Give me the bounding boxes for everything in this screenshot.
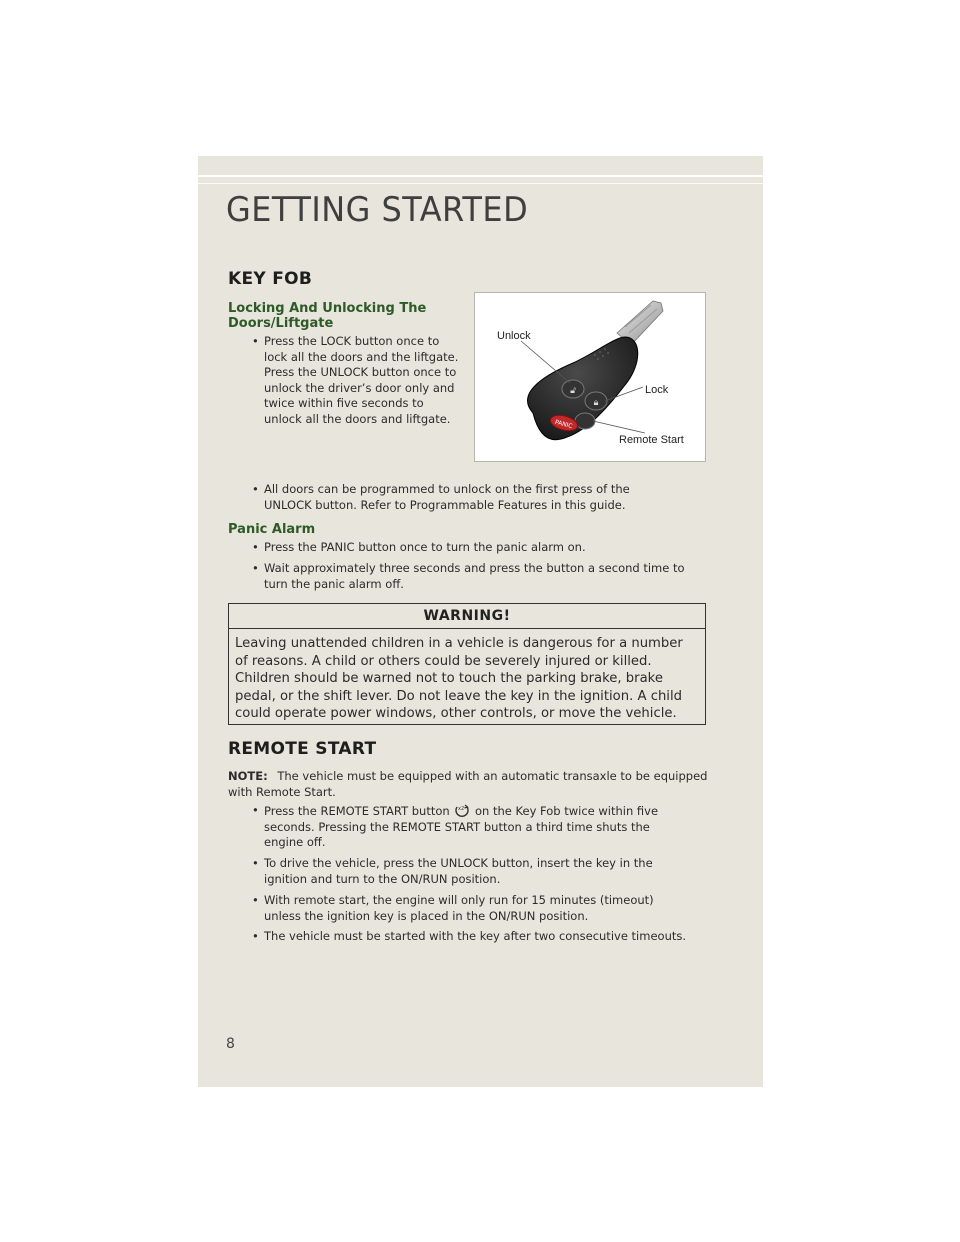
bullet-line: Press the LOCK button once to [264, 334, 440, 348]
note-label: NOTE: [228, 769, 268, 783]
header-rule-thin [198, 183, 763, 184]
label-unlock: Unlock [497, 330, 531, 342]
bullet-line: UNLOCK button. Refer to Programmable Features in this guide. [264, 497, 626, 512]
svg-text:x2: x2 [458, 806, 465, 812]
bullet-consecutive-timeouts: • The vehicle must be started with the key after two consecutive timeouts. [264, 929, 744, 945]
bullet-line: The vehicle must be started with the key after two consecutive timeouts. [264, 929, 687, 943]
unlock-symbol-icon: 🔓︎ [570, 386, 576, 396]
bullet-text-a: Press the REMOTE START button [264, 804, 450, 818]
warning-title: WARNING! [229, 604, 705, 629]
page-number: 8 [226, 1036, 235, 1052]
subheading-locking-line2: Doors/Liftgate [228, 316, 334, 331]
bullet-lock-unlock: • Press the LOCK button once to lock all the doors and the liftgate. Press the UNLOCK button once to unlock the driver’s door only and twice within five seconds to unlock all the doors and liftgate. [264, 334, 474, 427]
label-lock: Lock [645, 384, 669, 396]
subheading-panic-alarm: Panic Alarm [228, 522, 316, 537]
warning-box [228, 603, 706, 725]
bullet-line: unlock all the doors and liftgate. [264, 411, 451, 426]
bullet-drive-vehicle: • To drive the vehicle, press the UNLOCK button, insert the key in the ignition and turn to the ON/RUN position. [264, 856, 734, 887]
lock-symbol-icon: 🔒︎ [593, 398, 599, 408]
key-fob-illustration [475, 293, 707, 463]
leader-unlock [521, 341, 570, 383]
manual-page [198, 156, 763, 1087]
bullet-line: Press the UNLOCK button once to [264, 365, 457, 379]
leader-remote-start [593, 421, 645, 433]
bullet-line: lock all the doors and the liftgate. [264, 349, 459, 364]
bullet-line: turn the panic alarm off. [264, 576, 404, 591]
bullet-timeout: • With remote start, the engine will only run for 15 minutes (timeout) unless the ignition key is placed in the ON/RUN position. [264, 893, 734, 924]
bullet-line: ignition and turn to the ON/RUN position. [264, 871, 501, 886]
bullet-line: unlock the driver’s door only and [264, 380, 455, 395]
panic-label: PANIC [554, 418, 574, 431]
bullet-programmable-unlock: • All doors can be programmed to unlock on the first press of the UNLOCK button. Refer to Programmable Features in this guide. [264, 482, 724, 513]
bullet-line: unless the ignition key is placed in the ON/RUN position. [264, 908, 589, 923]
bullet-line: seconds. Pressing the REMOTE START button a third time shuts the [264, 819, 650, 834]
bullet-line: twice within five seconds to [264, 396, 424, 410]
warning-body: Leaving unattended children in a vehicle is dangerous for a number of reasons. A child or others could be severely injured or killed. Children should be warned not to touch the parking brake, brake pedal, or the shift lever. Do not leave the key in the ignition. A child could operate power windows, other controls, or move the vehicle. [235, 636, 683, 722]
note-text: The vehicle must be equipped with an automatic transaxle to be equipped with Remote Start. [228, 769, 708, 799]
subheading-locking-line1: Locking And Unlocking The [228, 301, 427, 316]
bullet-line: Wait approximately three seconds and press the button a second time to [264, 561, 685, 575]
note-paragraph [228, 769, 708, 800]
bullet-line: Press the PANIC button once to turn the panic alarm on. [264, 540, 586, 554]
bullet-line-first [264, 803, 734, 820]
bullet-line: To drive the vehicle, press the UNLOCK button, insert the key in the [264, 856, 653, 870]
header-rule [198, 175, 763, 177]
bullet-text-b: on the Key Fob twice within five [475, 804, 659, 818]
bullet-line: engine off. [264, 835, 326, 849]
section-heading-remote-start: REMOTE START [228, 739, 377, 759]
bullet-remote-start-press: • Press the REMOTE START button x2 on the Key Fob twice within five seconds. Pressing the REMOTE START button a third time shuts the engine off. [264, 803, 734, 851]
chapter-title: GETTING STARTED [226, 190, 529, 230]
bullet-line: All doors can be programmed to unlock on the first press of the [264, 482, 630, 496]
section-heading-key-fob: KEY FOB [228, 269, 313, 289]
remote-start-icon [453, 803, 471, 817]
bullet-line: With remote start, the engine will only run for 15 minutes (timeout) [264, 893, 654, 907]
bullet-panic-on: • Press the PANIC button once to turn the panic alarm on. [264, 540, 724, 556]
label-remote-start: Remote Start [619, 434, 684, 446]
key-fob-figure [474, 292, 706, 462]
bullet-panic-off: • Wait approximately three seconds and press the button a second time to turn the panic alarm off. [264, 561, 734, 592]
